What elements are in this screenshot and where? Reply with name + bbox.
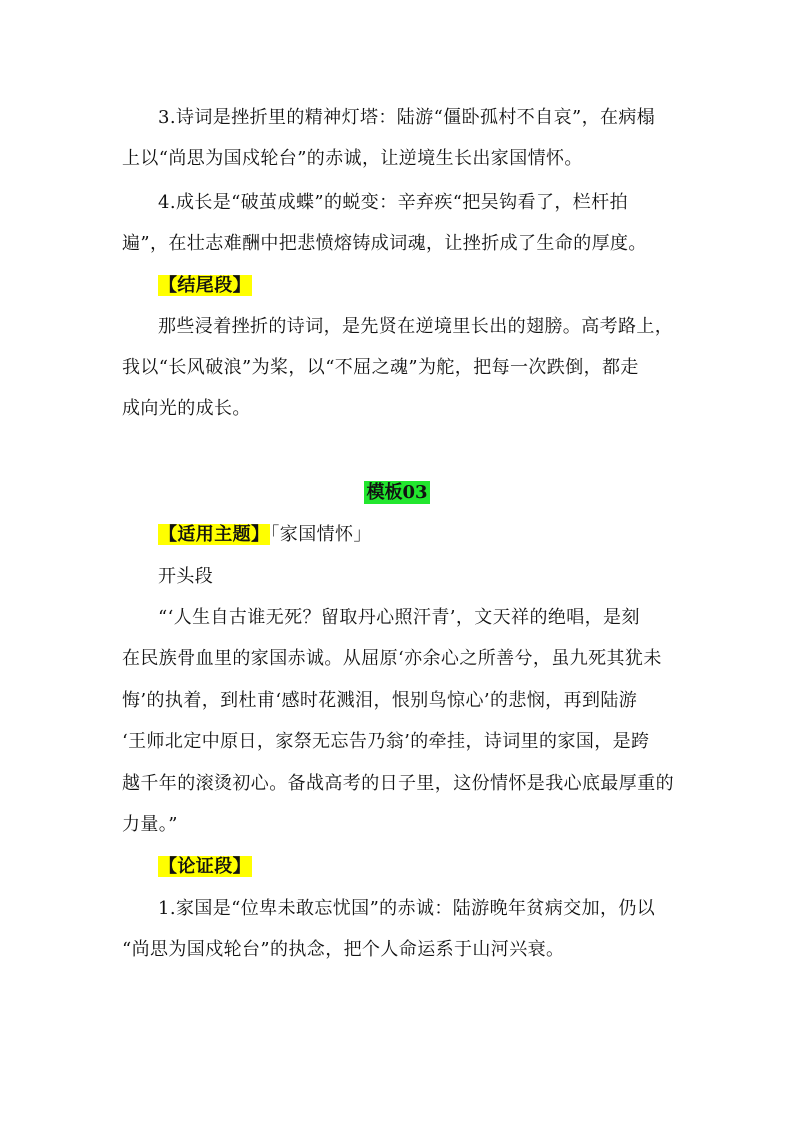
opening-line-4: ‘王师北定中原日，家祭无忘告乃翁’的牵挂，诗词里的家国，是跨: [122, 731, 650, 752]
ending-heading: [158, 273, 252, 299]
argument-heading: [158, 854, 252, 880]
opening-line-6: 力量。”: [122, 814, 178, 835]
ending-line-2: 我以“长风破浪”为桨，以“不屈之魂”为舵，把每一次跌倒，都走: [122, 357, 639, 378]
argument-heading-label: 【论证段】: [159, 856, 251, 877]
ending-heading-label: 【结尾段】: [159, 275, 251, 296]
opening-line-1: “‘人生自古谁无死？留取丹心照汗青’，文天祥的绝唱，是刻: [158, 607, 640, 628]
paragraph-4-line-1: 4.成长是“破茧成蝶”的蜕变：辛弃疾“把吴钩看了，栏杆拍: [158, 192, 628, 213]
paragraph-3-line-1: 3.诗词是挫折里的精神灯塔：陆游“僵卧孤村不自哀”，在病榻: [158, 107, 656, 128]
ending-line-3: 成向光的成长。: [122, 398, 251, 419]
paragraph-4-line-2: 遍”，在壮志难酬中把悲愤熔铸成词魂，让挫折成了生命的厚度。: [122, 233, 647, 254]
argument-line-1: 1.家国是“位卑未敢忘忧国”的赤诚：陆游晚年贫病交加，仍以: [158, 898, 656, 919]
opening-line-2: 在民族骨血里的家国赤诚。从屈原‘亦余心之所善兮，虽九死其犹未: [122, 648, 662, 669]
opening-line-5: 越千年的滚烫初心。备战高考的日子里，这份情怀是我心底最厚重的: [122, 773, 674, 794]
ending-line-1: 那些浸着挫折的诗词，是先贤在逆境里长出的翅膀。高考路上，: [158, 316, 674, 337]
argument-line-2: “尚思为国戍轮台”的执念，把个人命运系于山河兴衰。: [122, 939, 565, 960]
theme-line: [158, 522, 372, 548]
template-title-label: 模板03: [366, 482, 428, 503]
opening-line-3: 悔’的执着，到杜甫‘感时花溅泪，恨别鸟惊心’的悲悯，再到陆游: [122, 690, 638, 711]
opening-label: 开头段: [158, 566, 214, 587]
paragraph-3-line-2: 上以“尚思为国戍轮台”的赤诚，让逆境生长出家国情怀。: [122, 148, 583, 169]
theme-value: 「家国情怀」: [270, 524, 372, 545]
template-title: [0, 480, 794, 506]
theme-label: 【适用主题】: [159, 524, 270, 545]
